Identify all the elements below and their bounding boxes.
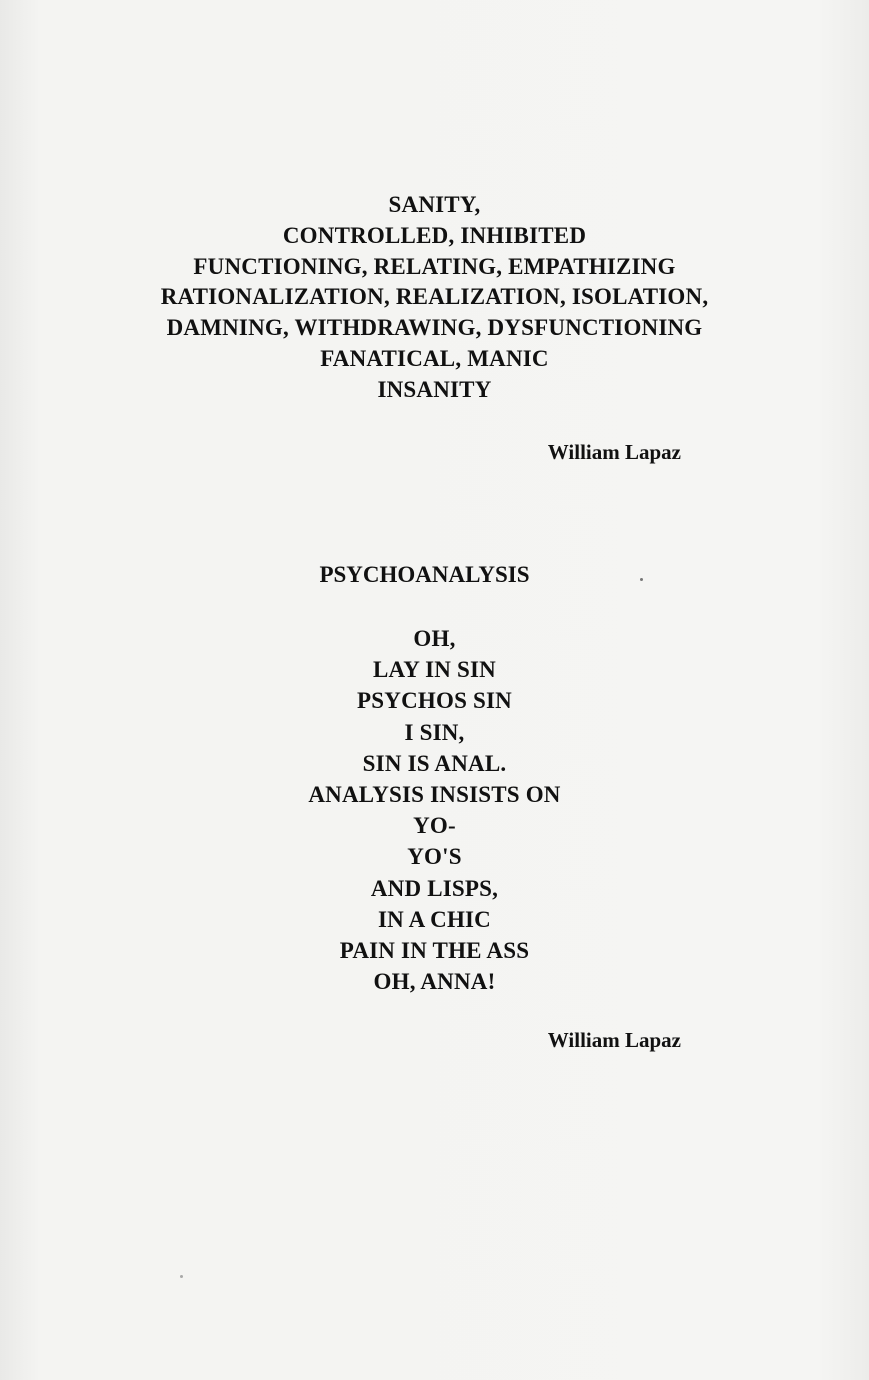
- poem-line: FANATICAL, MANIC: [320, 345, 549, 371]
- poem-line: RATIONALIZATION, REALIZATION, ISOLATION,: [160, 284, 709, 310]
- poem-line: OH, ANNA!: [373, 969, 496, 995]
- poem-sanity: [0, 190, 869, 406]
- poem-line: YO'S: [407, 844, 462, 870]
- poem-line: YO-: [413, 813, 456, 839]
- poem-psychoanalysis: [0, 623, 869, 997]
- poem-line: SIN IS ANAL.: [362, 750, 507, 776]
- poem-line: PAIN IN THE ASS: [339, 938, 530, 964]
- paper-speck: [640, 578, 643, 581]
- poem-line: FUNCTIONING, RELATING, EMPATHIZING: [193, 253, 676, 279]
- poem-line: IN A CHIC: [378, 906, 491, 932]
- poem-line: I SIN,: [404, 719, 465, 745]
- poem-line: PSYCHOS SIN: [357, 688, 512, 714]
- paper-speck: [180, 1275, 183, 1278]
- poem-line: DAMNING, WITHDRAWING, DYSFUNCTIONING: [166, 315, 703, 341]
- poem-line: LAY IN SIN: [372, 657, 496, 683]
- poem-line: CONTROLLED, INHIBITED: [282, 222, 587, 248]
- poem-line: SANITY,: [388, 192, 481, 217]
- poem-author: William Lapaz: [547, 440, 681, 464]
- poem-author: William Lapaz: [547, 1028, 681, 1052]
- poem-line: OH,: [413, 626, 456, 651]
- poem-line: AND LISPS,: [370, 875, 499, 901]
- poem-title: PSYCHOANALYSIS: [319, 562, 530, 587]
- poem-line: ANALYSIS INSISTS ON: [308, 782, 561, 808]
- poem-line: INSANITY: [377, 376, 492, 402]
